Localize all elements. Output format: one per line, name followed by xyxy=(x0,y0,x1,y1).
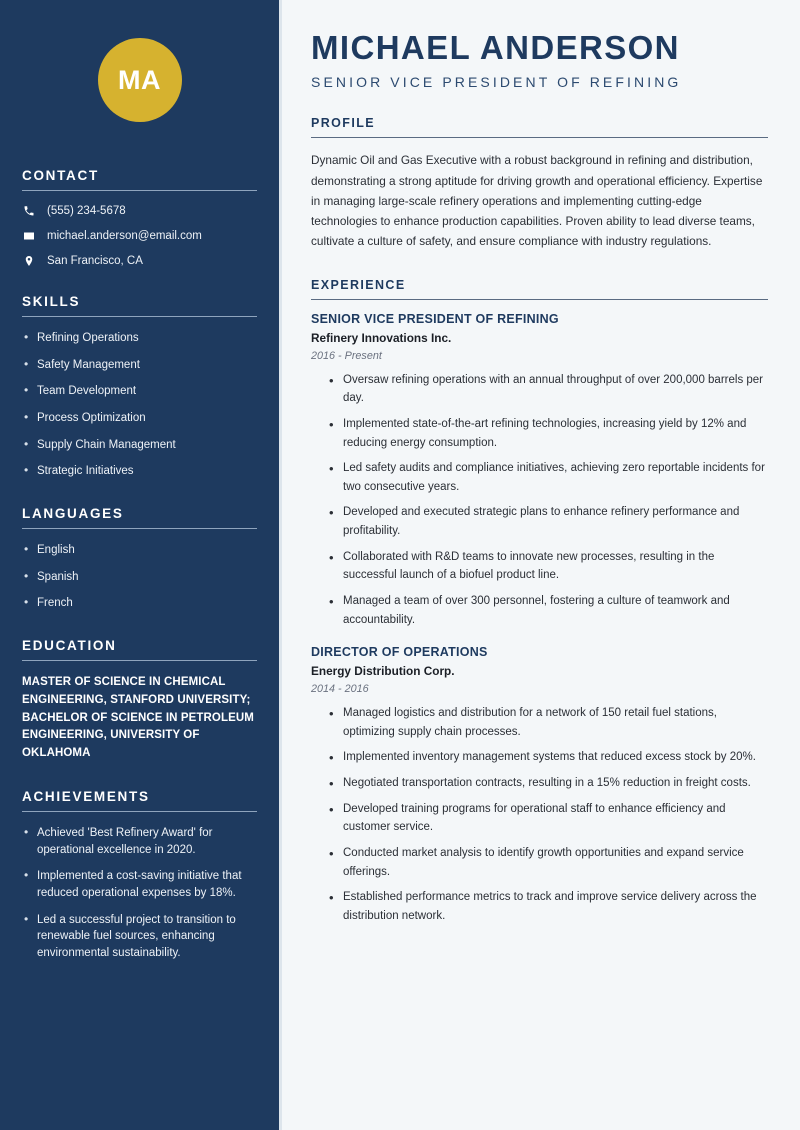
list-item: • Developed and executed strategic plans to enhance refinery performance and profitability. xyxy=(329,503,768,540)
page-title: MICHAEL ANDERSON xyxy=(311,29,680,66)
avatar-container xyxy=(22,0,257,168)
list-item: • Negotiated transportation contracts, resulting in a 15% reduction in freight costs. xyxy=(329,774,768,793)
contact-item-email[interactable] xyxy=(22,229,257,243)
experience-job-title: SENIOR VICE PRESIDENT OF REFINING xyxy=(311,311,559,326)
list-item: • Strategic Initiatives xyxy=(22,463,257,480)
achievements-heading: ACHIEVEMENTS xyxy=(22,789,150,805)
contact-phone-value: (555) 234-5678 xyxy=(47,205,126,217)
experience-company: Energy Distribution Corp. xyxy=(311,664,455,679)
education-section xyxy=(22,638,257,763)
achievements-divider xyxy=(22,811,257,812)
list-item: • Achieved 'Best Refinery Award' for operational excellence in 2020. xyxy=(22,825,257,858)
contact-item-phone[interactable] xyxy=(22,204,257,218)
list-item: • Managed a team of over 300 personnel, fostering a culture of teamwork and accountability. xyxy=(329,592,768,629)
languages-list xyxy=(22,542,257,612)
list-item: • Implemented a cost-saving initiative that reduced operational expenses by 18%. xyxy=(22,868,257,901)
experience-entry xyxy=(311,645,768,925)
skills-list xyxy=(22,330,257,480)
list-item: • Spanish xyxy=(22,569,257,586)
list-item: • Process Optimization xyxy=(22,410,257,427)
skills-divider xyxy=(22,316,257,317)
contact-location-value: San Francisco, CA xyxy=(47,255,143,267)
experience-job-title: DIRECTOR OF OPERATIONS xyxy=(311,645,488,660)
envelope-icon xyxy=(22,229,36,243)
list-item: • Supply Chain Management xyxy=(22,437,257,454)
education-heading: EDUCATION xyxy=(22,638,117,654)
languages-section xyxy=(22,506,257,612)
list-item: • English xyxy=(22,542,257,559)
phone-icon xyxy=(22,204,36,218)
experience-heading: EXPERIENCE xyxy=(311,277,406,292)
experience-bullets xyxy=(311,704,768,925)
list-item: • Conducted market analysis to identify growth opportunities and expand service offerings. xyxy=(329,844,768,881)
list-item: • Developed training programs for operational staff to enhance efficiency and customer service. xyxy=(329,800,768,837)
sidebar xyxy=(0,0,279,1130)
achievements-section xyxy=(22,789,257,962)
list-item: • Established performance metrics to track and improve service delivery across the distribution network. xyxy=(329,888,768,925)
profile-heading: PROFILE xyxy=(311,116,375,131)
list-item: • Team Development xyxy=(22,383,257,400)
experience-dates: 2016 - Present xyxy=(311,349,382,362)
experience-dates: 2014 - 2016 xyxy=(311,683,369,696)
profile-text: Dynamic Oil and Gas Executive with a robust background in refining and distribution, demonstrating a strong aptitude for driving growth and operational efficiency. Expertise in managing large-scale refinery operations and implementing cutting-edge technologies to enhance production capabilities. Proven ability to lead diverse teams, cultivate a culture of safety, and ensure compliance with industry regulations. xyxy=(311,153,763,249)
experience-company: Refinery Innovations Inc. xyxy=(311,330,452,345)
job-role-subtitle: SENIOR VICE PRESIDENT OF REFINING xyxy=(311,74,682,91)
profile-section xyxy=(311,116,768,251)
experience-section xyxy=(311,278,768,926)
experience-bullets xyxy=(311,371,768,630)
contact-email-value: michael.anderson@email.com xyxy=(47,230,202,242)
location-pin-icon xyxy=(22,254,36,268)
experience-entry xyxy=(311,312,768,630)
list-item: • Led safety audits and compliance initiatives, achieving zero reportable incidents for two consecutive years. xyxy=(329,459,768,496)
list-item: • Oversaw refining operations with an annual throughput of over 200,000 barrels per day. xyxy=(329,371,768,408)
experience-divider xyxy=(311,299,768,300)
contact-heading: CONTACT xyxy=(22,168,99,183)
contact-item-location[interactable] xyxy=(22,254,257,268)
languages-divider xyxy=(22,528,257,529)
profile-divider xyxy=(311,137,768,138)
skills-heading: SKILLS xyxy=(22,294,81,309)
education-divider xyxy=(22,660,257,661)
skills-section xyxy=(22,294,257,480)
list-item: • Implemented state-of-the-art refining technologies, increasing yield by 12% and reducing energy consumption. xyxy=(329,415,768,452)
list-item: • Collaborated with R&D teams to innovate new processes, resulting in the successful launch of a biofuel product line. xyxy=(329,548,768,585)
list-item: • Refining Operations xyxy=(22,330,257,347)
avatar-initials: MA xyxy=(98,38,182,122)
list-item: • French xyxy=(22,595,257,612)
list-item: • Led a successful project to transition to renewable fuel sources, enhancing environmental sustainability. xyxy=(22,912,257,962)
contact-section xyxy=(22,168,257,268)
languages-heading: LANGUAGES xyxy=(22,506,124,522)
contact-divider xyxy=(22,190,257,191)
main-content xyxy=(279,0,800,1130)
achievements-list xyxy=(22,825,257,962)
education-text: MASTER OF SCIENCE IN CHEMICAL ENGINEERING, STANFORD UNIVERSITY; BACHELOR OF SCIENCE IN PETROLEUM ENGINEERING, UNIVERSITY OF OKLAHOMA xyxy=(22,676,254,760)
list-item: • Managed logistics and distribution for a network of 150 retail fuel stations, optimizing supply chain processes. xyxy=(329,704,768,741)
list-item: • Safety Management xyxy=(22,357,257,374)
list-item: • Implemented inventory management systems that reduced excess stock by 20%. xyxy=(329,748,768,767)
